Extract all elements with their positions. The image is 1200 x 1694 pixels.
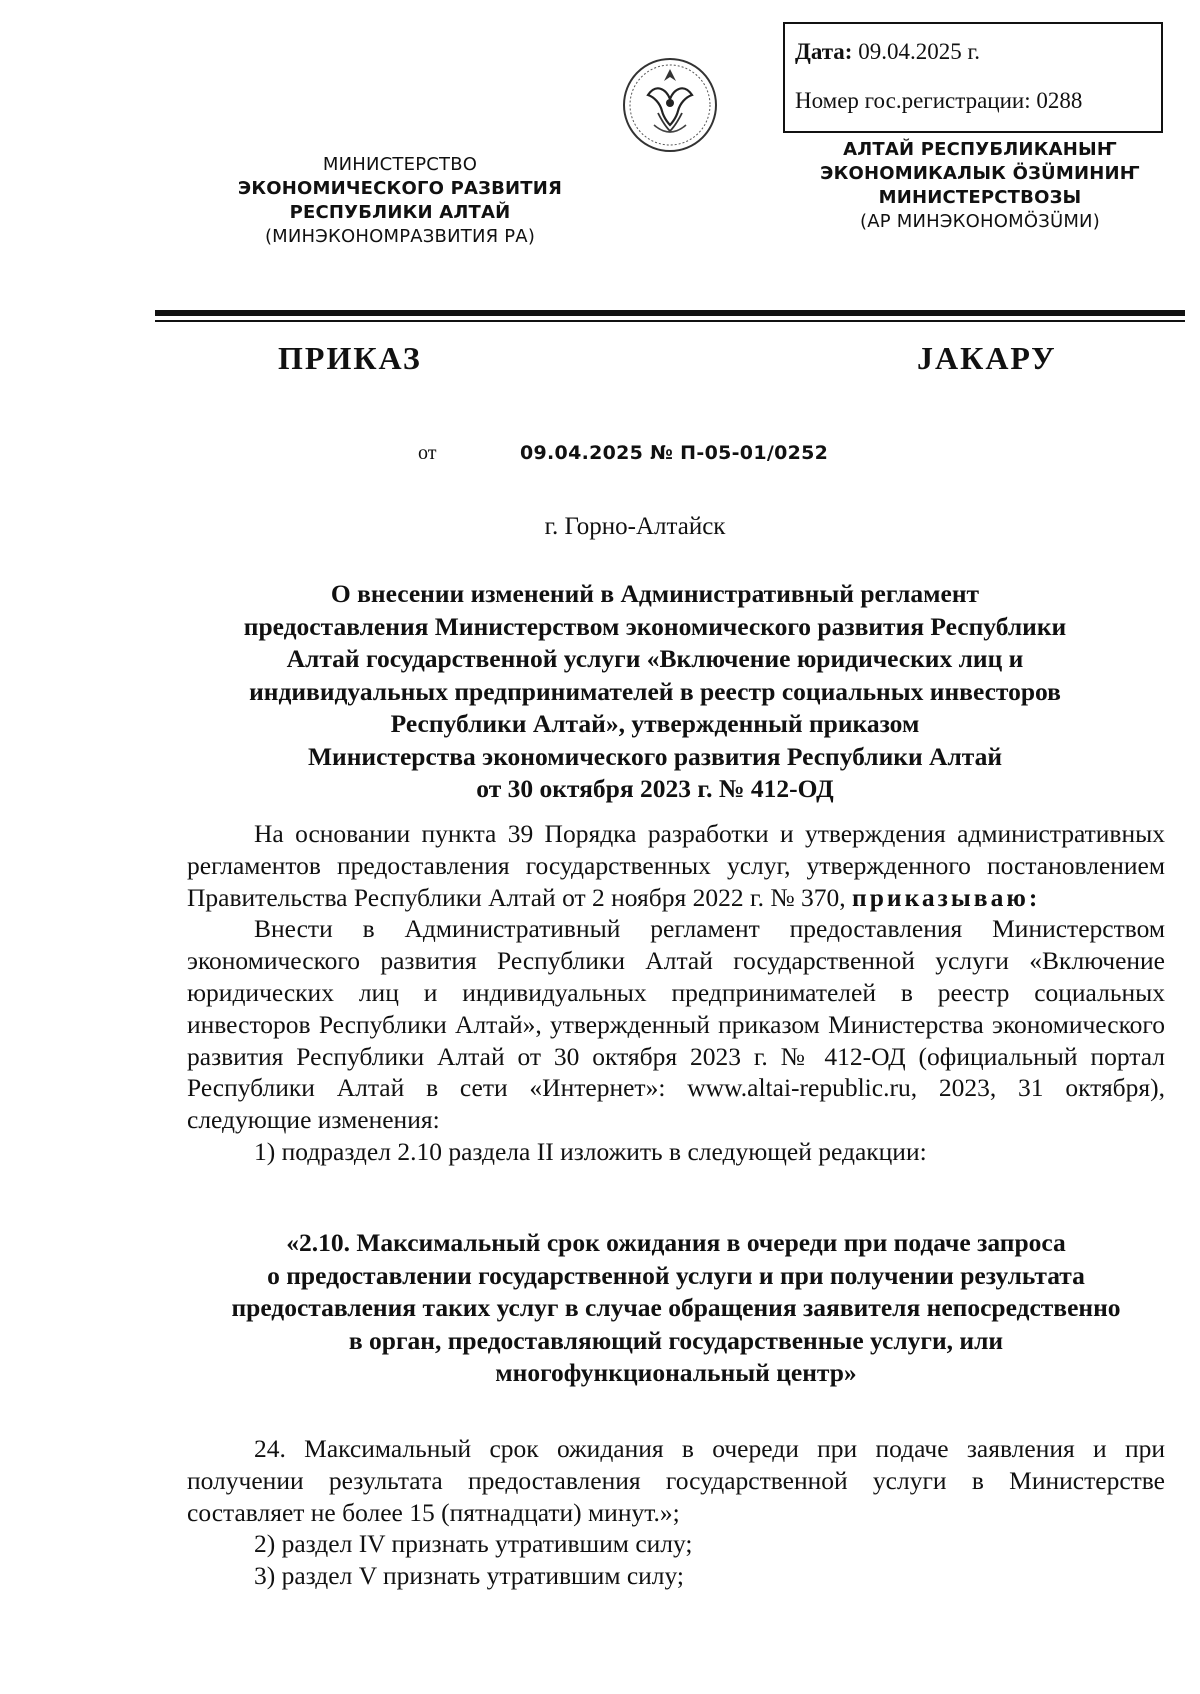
subsection-title-line: о предоставлении государственной услуги и при получении результата [267,1260,1085,1290]
header-right-line-4: (АР МИНЭКОНОМÖЗÜМИ) [860,211,1100,232]
header-divider-thin [155,320,1185,322]
registration-number-label: Номер гос.регистрации: [795,88,1031,113]
order-title-ru: ПРИКАЗ [278,340,422,376]
order-from-label: от [418,442,437,464]
preamble-text: На основании пункта 39 Порядка разработки и утверждения административных регламентов предоставления государственных услуг, утвержденного постановлением Правительства Республики Алтай от 2 ноября 2022 г. № 370, [187,819,1165,912]
document-title-line: от 30 октября 2023 г. № 412-ОД [476,774,834,803]
document-title-line: Министерства экономического развития Республики Алтай [307,741,1003,771]
registration-date-row [795,38,1161,66]
header-right-line-3: МИНИСТЕРСТВОЗЫ [878,187,1082,208]
document-title-line: Республики Алтай», утвержденный приказом [390,709,920,738]
order-city: г. Горно-Алтайск [544,513,726,540]
order-title-alt: JАКАРУ [917,340,1057,376]
ministry-header-right [790,138,1170,234]
header-divider-thick [155,310,1185,316]
subsection-title-line: предоставления таких услуг в случае обращения заявителя непосредственно [231,1293,1121,1322]
coat-of-arms-icon [620,55,720,155]
body-section-bottom [187,1433,1165,1592]
header-left-line-4: (МИНЭКОНОМРАЗВИТИЯ РА) [264,226,536,247]
registration-number-row [795,87,1161,115]
header-left-line-3: РЕСПУБЛИКИ АЛТАЙ [289,202,511,223]
subsection-title-line: «2.10. Максимальный срок ожидания в очереди при подаче запроса [286,1228,1066,1257]
registration-number-value: 0288 [1036,88,1083,113]
document-title-line: предоставления Министерством экономического развития Республики [243,611,1067,641]
header-left-line-1: МИНИСТЕРСТВО [322,154,478,175]
subsection-title-line: в орган, предоставляющий государственные услуги, или [348,1325,1004,1355]
document-title-line: индивидуальных предпринимателей в реестр социальных инвесторов [249,676,1061,706]
document-title-line: Алтай государственной услуги «Включение юридических лиц и [286,644,1024,673]
registration-date-value: 09.04.2025 г. [858,39,981,64]
registration-box [783,22,1163,133]
registration-date-label: Дата: [795,39,853,64]
amendment-item-3: 3) раздел V признать утратившим силу; [254,1561,685,1591]
amendment-intro-paragraph: Внести в Административный регламент предоставления Министерством экономического развития Республики Алтай государственной услуги «Включение юридических лиц и индивидуальных предпринимателей в реестр социальных инвесторов Республики Алтай», утвержденный приказом Министерства экономического развития Республики Алтай от 30 октября 2023 г. № 412-ОД (официальный портал Республики Алтай в сети «Интернет»: www.altai-republic.ru, 2023, 31 октября), следующие изменения: [187,914,1165,1135]
amendment-item-2: 2) раздел IV признать утратившим силу; [254,1529,693,1559]
header-right-line-1: АЛТАЙ РЕСПУБЛИКАНЫҤ [843,139,1117,160]
paragraph-24: 24. Максимальный срок ожидания в очереди при подаче заявления и при получении результата предоставления государственной услуги в Министерстве составляет не более 15 (пятнадцати) минут.»; [187,1434,1165,1527]
order-word: приказываю: [852,882,1041,912]
subsection-title-line: многофункциональный центр» [495,1358,857,1387]
body-section-main [187,818,1165,1168]
header-right-line-2: ЭКОНОМИКАЛЫК ÖЗÜМИНИҤ [820,163,1140,184]
document-title [190,578,1120,806]
header-left-line-2: ЭКОНОМИЧЕСКОГО РАЗВИТИЯ [237,178,563,199]
amendment-item-1: 1) подраздел 2.10 раздела II изложить в следующей редакции: [254,1136,927,1166]
subsection-title [187,1227,1165,1390]
document-title-line: О внесении изменений в Административный регламент [330,579,980,608]
ministry-header-left [215,153,585,249]
preamble-paragraph [187,818,1165,913]
order-number: 09.04.2025 № П-05-01/0252 [520,442,829,464]
